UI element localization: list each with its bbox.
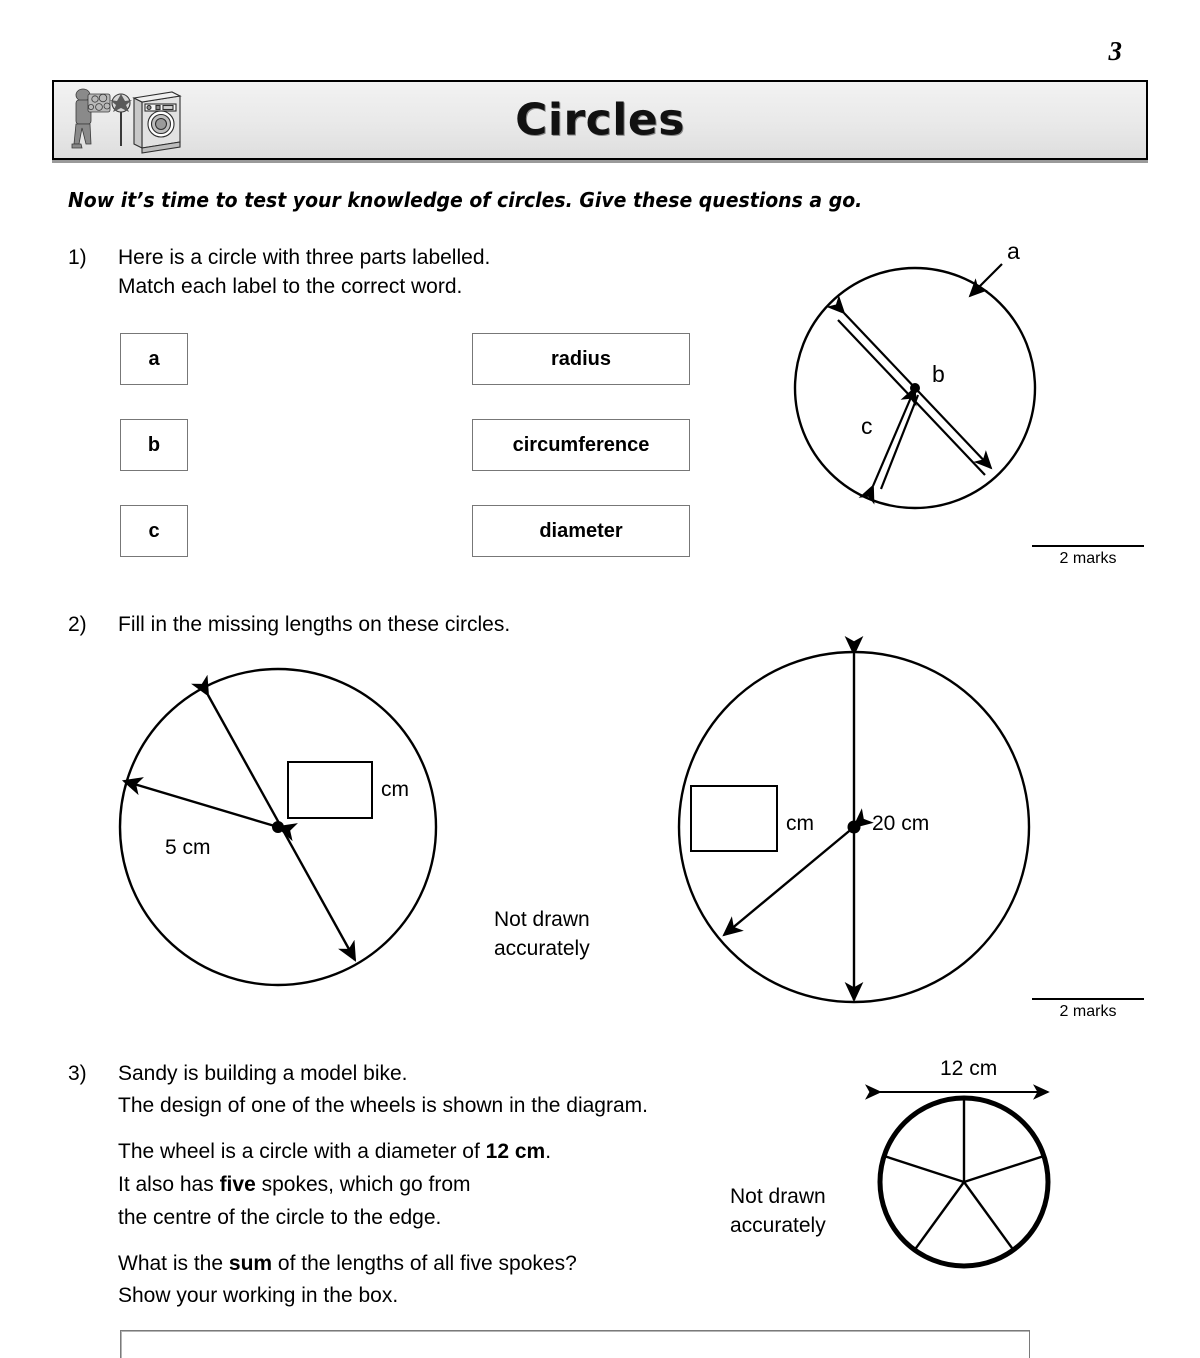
question-2-left-unit: cm (381, 778, 409, 801)
question-3-note-line-1: Not drawn (730, 1185, 826, 1208)
question-3-line-2: The design of one of the wheels is shown in the diagram. (118, 1094, 648, 1117)
question-2-left-known-length: 5 cm (165, 836, 211, 859)
question-3-body-line-2: It also has five spokes, which go from (118, 1173, 471, 1196)
page-title: Circles (515, 94, 685, 146)
marks-rule-2 (1032, 998, 1144, 1000)
question-3-body2-line-1: What is the sum of the lengths of all five spokes? (118, 1252, 577, 1275)
marks-label-1: 2 marks (1059, 550, 1117, 567)
question-2-marks (1032, 998, 1144, 1021)
question-3-number: 3) (68, 1062, 87, 1085)
word-box-circumference[interactable]: circumference (472, 419, 690, 471)
question-2-left-answer-box[interactable] (287, 761, 373, 819)
question-2-note-line-1: Not drawn (494, 908, 590, 931)
question-1-marks (1032, 545, 1144, 568)
title-banner (52, 80, 1148, 160)
word-box-radius[interactable]: radius (472, 333, 690, 385)
letter-box-c[interactable]: c (120, 505, 188, 557)
question-2-line-1: Fill in the missing lengths on these circles. (118, 613, 511, 636)
question-3-wheel-diagram (870, 1078, 1090, 1308)
question-3-note-line-2: accurately (730, 1214, 826, 1237)
question-3-body-line-3: the centre of the circle to the edge. (118, 1206, 442, 1229)
question-1-line-1: Here is a circle with three parts labelled. (118, 246, 491, 269)
word-box-diameter[interactable]: diameter (472, 505, 690, 557)
question-3-working-box[interactable] (120, 1330, 1030, 1358)
letter-box-a[interactable]: a (120, 333, 188, 385)
circle-label-a: a (1007, 238, 1020, 264)
question-2-right-known-length: 20 cm (872, 812, 930, 835)
question-1-line-2: Match each label to the correct word. (118, 275, 463, 298)
question-2-note-line-2: accurately (494, 937, 590, 960)
question-2-right-unit: cm (786, 812, 814, 835)
question-1-number: 1) (68, 246, 87, 269)
question-2-right-answer-box[interactable] (690, 785, 778, 852)
question-3-body2-line-2: Show your working in the box. (118, 1284, 399, 1307)
circle-label-c: c (861, 413, 873, 439)
circle-label-b: b (932, 361, 945, 387)
letter-box-b[interactable]: b (120, 419, 188, 471)
question-2-number: 2) (68, 613, 87, 636)
page-number: 3 (1108, 36, 1122, 66)
wheel-dimension-label: 12 cm (940, 1057, 998, 1080)
marks-rule-1 (1032, 545, 1144, 547)
question-3-line-1: Sandy is building a model bike. (118, 1062, 408, 1085)
intro-text: Now it’s time to test your knowledge of circles. Give these questions a go. (68, 188, 863, 212)
question-1-circle-diagram (780, 230, 1080, 530)
marks-label-2: 2 marks (1059, 1003, 1117, 1020)
question-2-left-circle-diagram (110, 660, 450, 1000)
question-3-body-line-1: The wheel is a circle with a diameter of 12 cm. (118, 1140, 552, 1163)
